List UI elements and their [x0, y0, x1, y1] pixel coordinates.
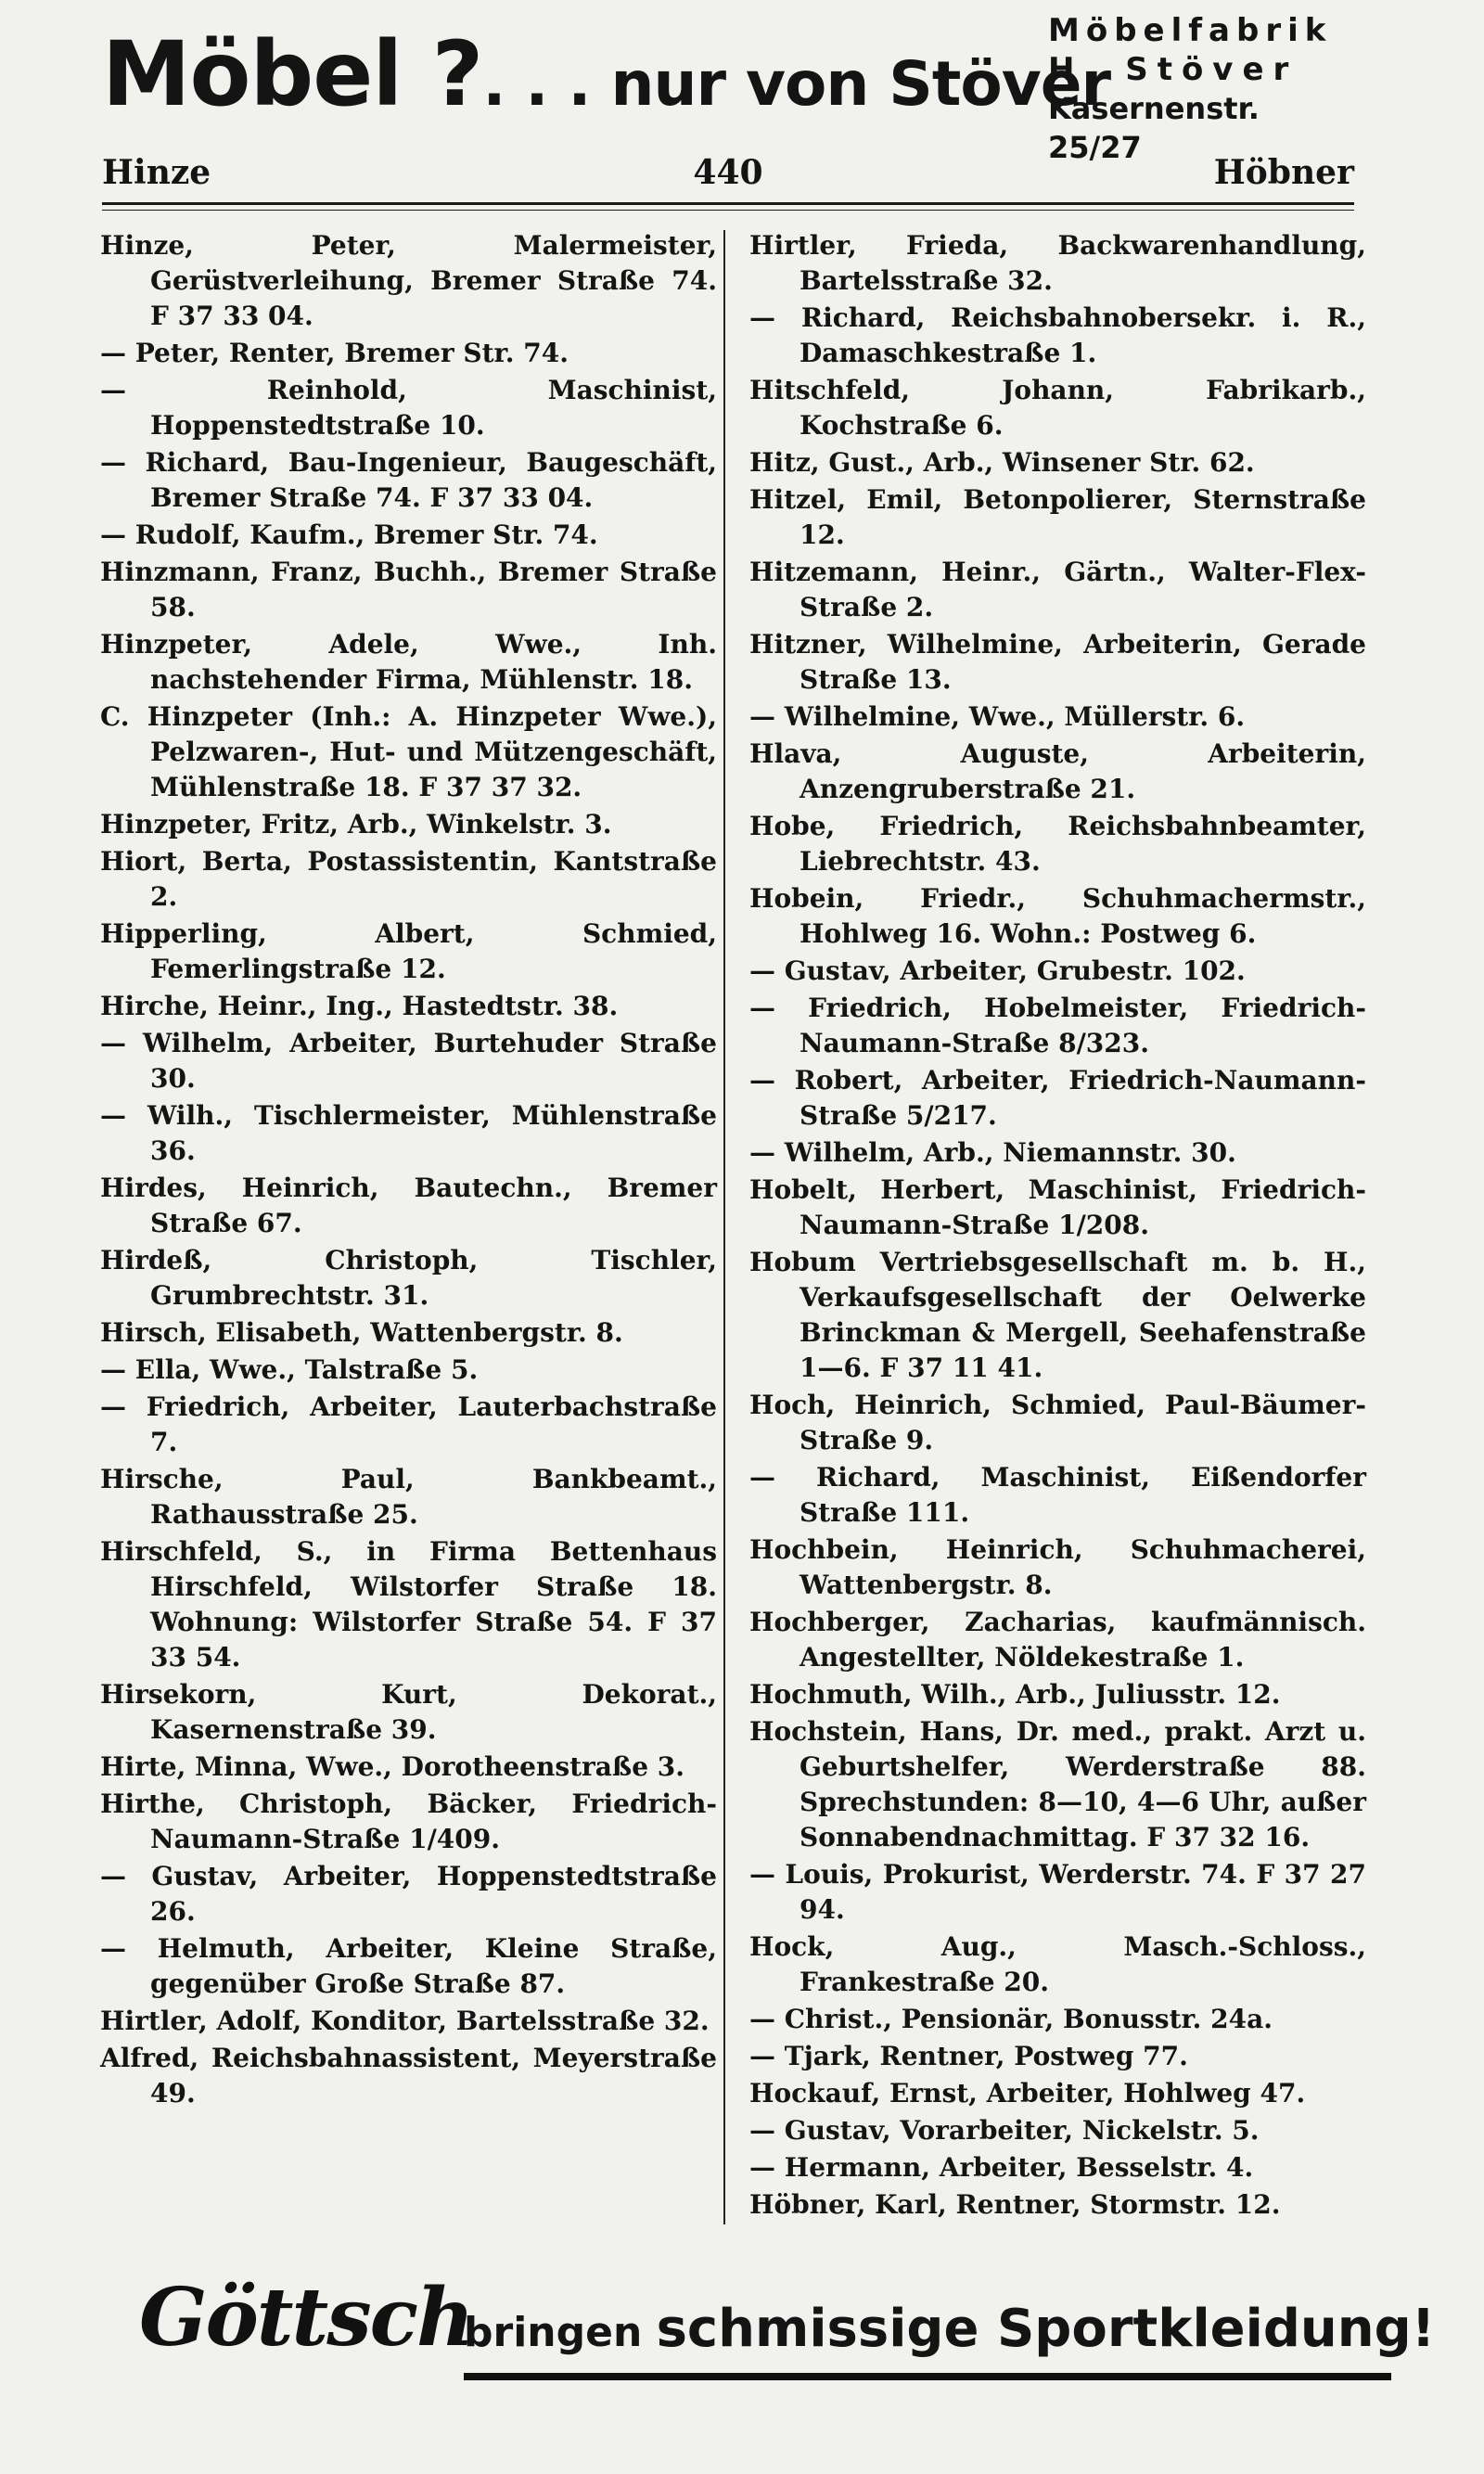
right-column	[749, 228, 1366, 2224]
directory-entry: — Ella, Wwe., Talstraße 5.	[100, 1354, 479, 1385]
directory-entry: — Wilhelm, Arbeiter, Burtehuder Straße 30.	[100, 1028, 717, 1094]
ad-slogan-rest: . . . nur von Stöver	[482, 48, 1111, 120]
directory-entry: — Peter, Renter, Bremer Str. 74.	[100, 338, 569, 368]
directory-entry: Hitzner, Wilhelmine, Arbeiterin, Gerade Straße 13.	[749, 629, 1366, 695]
directory-entry: — Richard, Reichsbahnobersekr. i. R., Damaschkestraße 1.	[749, 302, 1366, 368]
header-last-entry: Höbner	[1213, 153, 1354, 192]
directory-entry: Hirtler, Frieda, Backwarenhandlung, Bartelsstraße 32.	[749, 230, 1366, 296]
directory-entry: Alfred, Reichsbahnassistent, Meyerstraße 49.	[100, 2043, 717, 2109]
directory-entry: — Helmuth, Arbeiter, Kleine Straße, gegenüber Große Straße 87.	[100, 1933, 717, 1999]
top-advertisement	[102, 11, 1354, 165]
directory-entry: — Gustav, Arbeiter, Hoppenstedtstraße 26.	[100, 1861, 717, 1927]
directory-entry: — Richard, Maschinist, Eißendorfer Straße 111.	[749, 1462, 1366, 1528]
directory-entry: — Louis, Prokurist, Werderstr. 74. F 37 27 94.	[749, 1859, 1366, 1925]
directory-entry: — Rudolf, Kaufm., Bremer Str. 74.	[100, 519, 598, 550]
directory-entry: — Robert, Arbeiter, Friedrich-Naumann-Straße 5/217.	[749, 1065, 1366, 1131]
directory-entry: — Christ., Pensionär, Bonusstr. 24a.	[749, 2004, 1273, 2034]
directory-entry: Hinzpeter, Fritz, Arb., Winkelstr. 3.	[100, 809, 612, 840]
directory-entry: Hirte, Minna, Wwe., Dorotheenstraße 3.	[100, 1751, 684, 1782]
directory-entry: Hipperling, Albert, Schmied, Femerlingstraße 12.	[100, 918, 717, 984]
directory-entry: Hirche, Heinr., Ing., Hastedtstr. 38.	[100, 991, 619, 1021]
directory-entry: — Friedrich, Hobelmeister, Friedrich-Naumann-Straße 8/323.	[749, 993, 1366, 1058]
directory-entry: Hinze, Peter, Malermeister, Gerüstverleihung, Bremer Straße 74. F 37 33 04.	[100, 230, 717, 331]
directory-entry: Hobe, Friedrich, Reichsbahnbeamter, Liebrechtstr. 43.	[749, 811, 1366, 877]
ad-company-line2: H. Stöver	[1048, 51, 1298, 88]
left-column	[100, 228, 717, 2113]
header-first-entry: Hinze	[102, 153, 211, 192]
ad-company-line3: Kasernenstr. 25/27	[1048, 91, 1260, 165]
ad-tagline	[464, 2299, 1435, 2359]
directory-entry: Hobein, Friedr., Schuhmachermstr., Hohlweg 16. Wohn.: Postweg 6.	[749, 883, 1366, 949]
directory-entry: — Friedrich, Arbeiter, Lauterbachstraße 7.	[100, 1391, 717, 1457]
header-rule	[102, 202, 1354, 205]
ad-slogan	[102, 22, 1110, 126]
directory-entry: — Wilh., Tischlermeister, Mühlenstraße 36.	[100, 1100, 717, 1166]
directory-entry: Höbner, Karl, Rentner, Stormstr. 12.	[749, 2189, 1281, 2220]
directory-entry: Hinzpeter, Adele, Wwe., Inh. nachstehender Firma, Mühlenstr. 18.	[100, 629, 717, 695]
directory-entry: Hockauf, Ernst, Arbeiter, Hohlweg 47.	[749, 2078, 1306, 2109]
directory-entry: Hirthe, Christoph, Bäcker, Friedrich-Naumann-Straße 1/409.	[100, 1788, 717, 1854]
directory-entry: — Wilhelm, Arb., Niemannstr. 30.	[749, 1137, 1236, 1168]
page-number: 440	[693, 153, 763, 192]
directory-entry: C. Hinzpeter (Inh.: A. Hinzpeter Wwe.), Pelzwaren-, Hut- und Mützengeschäft, Mühlenstraße 18. F 37 37 32.	[100, 701, 717, 802]
directory-entry: Hitzel, Emil, Betonpolierer, Sternstraße 12.	[749, 484, 1366, 550]
directory-entry: Hiort, Berta, Postassistentin, Kantstraße 2.	[100, 846, 717, 912]
ad-tagline-small: bringen	[464, 2309, 657, 2356]
directory-entry: Hochbein, Heinrich, Schuhmacherei, Wattenbergstr. 8.	[749, 1534, 1366, 1600]
directory-entry: — Gustav, Vorarbeiter, Nickelstr. 5.	[749, 2115, 1260, 2146]
directory-entry: Hoch, Heinrich, Schmied, Paul-Bäumer-Straße 9.	[749, 1390, 1366, 1455]
directory-entry: Hitschfeld, Johann, Fabrikarb., Kochstraße 6.	[749, 375, 1366, 441]
ad-tagline-large: schmissige Sportkleidung!	[656, 2299, 1436, 2359]
header-rule-thin	[102, 210, 1354, 211]
directory-entry: — Richard, Bau-Ingenieur, Baugeschäft, Bremer Straße 74. F 37 33 04.	[100, 447, 717, 513]
directory-entry: Hobelt, Herbert, Maschinist, Friedrich-Naumann-Straße 1/208.	[749, 1174, 1366, 1240]
goettsch-logo	[130, 2263, 473, 2393]
directory-entry: — Gustav, Arbeiter, Grubestr. 102.	[749, 955, 1246, 986]
ad-slogan-big: Möbel ?	[102, 22, 483, 126]
ad-company-line1: Möbelfabrik	[1048, 12, 1333, 49]
directory-entry: Hlava, Auguste, Arbeiterin, Anzengruberstraße 21.	[749, 738, 1366, 804]
directory-entry: Hirschfeld, S., in Firma Bettenhaus Hirschfeld, Wilstorfer Straße 18. Wohnung: Wilstorfer Straße 54. F 37 33 54.	[100, 1536, 717, 1673]
directory-entry: Hirdeß, Christoph, Tischler, Grumbrechtstr. 31.	[100, 1245, 717, 1311]
running-header	[102, 144, 1354, 199]
directory-entry: — Reinhold, Maschinist, Hoppenstedtstraße 10.	[100, 375, 717, 441]
directory-entry: Hock, Aug., Masch.-Schloss., Frankestraße 20.	[749, 1931, 1366, 1997]
directory-entry: — Tjark, Rentner, Postweg 77.	[749, 2041, 1188, 2071]
logo-text: Göttsch	[139, 2271, 473, 2365]
directory-entry: Hitz, Gust., Arb., Winsener Str. 62.	[749, 447, 1255, 478]
directory-entry: Hobum Vertriebsgesellschaft m. b. H., Verkaufsgesellschaft der Oelwerke Brinckman & Mergell, Seehafenstraße 1—6. F 37 11 41.	[749, 1247, 1366, 1383]
directory-entry: — Hermann, Arbeiter, Besselstr. 4.	[749, 2152, 1254, 2183]
directory-entry: Hirsche, Paul, Bankbeamt., Rathausstraße 25.	[100, 1464, 717, 1530]
column-divider	[723, 230, 725, 2224]
directory-entry: Hochstein, Hans, Dr. med., prakt. Arzt u. Geburtshelfer, Werderstraße 88. Sprechstunden: 8—10, 4—6 Uhr, außer Sonnabendnachmittag. F 37 32 16.	[749, 1716, 1366, 1852]
directory-entry: Hirsekorn, Kurt, Dekorat., Kasernenstraße 39.	[100, 1679, 717, 1745]
directory-entry: Hirtler, Adolf, Konditor, Bartelsstraße 32.	[100, 2006, 710, 2036]
directory-entry: Hinzmann, Franz, Buchh., Bremer Straße 58.	[100, 557, 717, 622]
directory-entry: Hitzemann, Heinr., Gärtn., Walter-Flex-Straße 2.	[749, 557, 1366, 622]
bottom-advertisement	[130, 2263, 1436, 2403]
directory-entry: Hirdes, Heinrich, Bautechn., Bremer Straße 67.	[100, 1173, 717, 1238]
directory-entry: Hirsch, Elisabeth, Wattenbergstr. 8.	[100, 1317, 623, 1348]
directory-entry: — Wilhelmine, Wwe., Müllerstr. 6.	[749, 701, 1246, 732]
ad-underline	[464, 2373, 1391, 2380]
directory-entry: Hochmuth, Wilh., Arb., Juliusstr. 12.	[749, 1679, 1281, 1710]
directory-entry: Hochberger, Zacharias, kaufmännisch. Angestellter, Nöldekestraße 1.	[749, 1607, 1366, 1673]
